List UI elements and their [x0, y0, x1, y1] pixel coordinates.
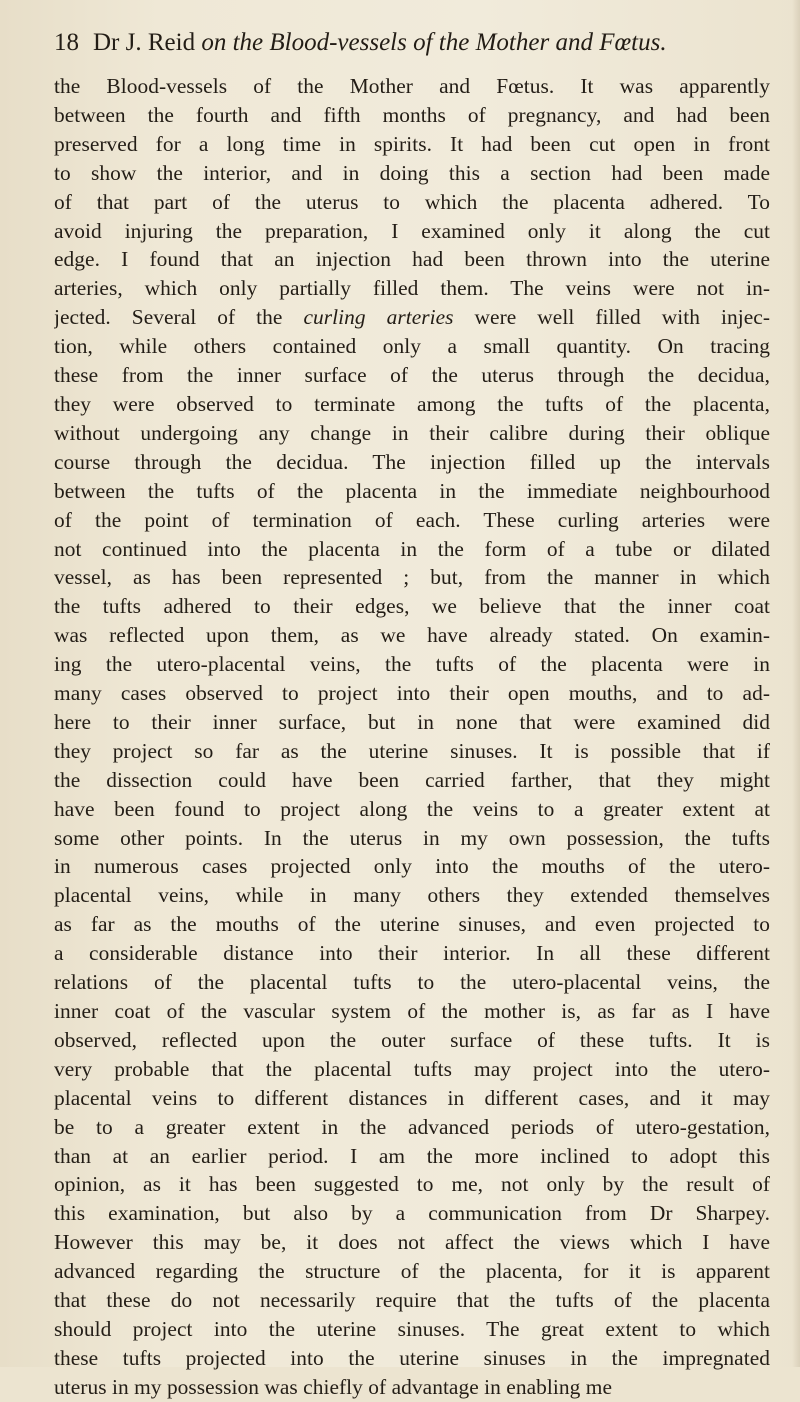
text-line: many cases observed to project into their open mouths, and to ad-	[54, 681, 770, 706]
text-line: the Blood-vessels of the Mother and Fœtus. It was apparently	[54, 74, 770, 98]
text-line: placental veins to different distances in different cases, and it may	[54, 1085, 770, 1110]
text-line: edge. I found that an injection had been thrown into the uterine	[54, 247, 770, 272]
text-line: tion, while others contained only a small quantity. On tracing	[54, 334, 770, 359]
text-line: without undergoing any change in their calibre during their oblique	[54, 420, 770, 445]
text-line: avoid injuring the preparation, I examined only it along the cut	[54, 218, 770, 243]
text-line-segment: were well filled with injec-	[453, 305, 770, 330]
head-author: Dr J. Reid	[93, 29, 196, 56]
text-line: was reflected upon them, as we have already stated. On examin-	[54, 623, 770, 648]
text-line: not continued into the placenta in the form of a tube or dilated	[54, 536, 770, 561]
head-title-3: of the	[413, 29, 470, 56]
text-line: between the tufts of the placenta in the immediate neighbourhood	[54, 478, 770, 503]
text-line: as far as the mouths of the uterine sinuses, and even projected to	[54, 912, 770, 937]
text-line: preserved for a long time in spirits. It had been cut open in front	[54, 131, 770, 156]
text-line: opinion, as it has been suggested to me, not only by the result of	[54, 1172, 770, 1197]
text-line: they were observed to terminate among the tufts of the placenta,	[54, 391, 770, 416]
text-line: to show the interior, and in doing this a section had been made	[54, 160, 770, 185]
text-line: of the point of termination of each. These curling arteries were	[54, 507, 770, 532]
italic-term: curling arteries	[303, 305, 454, 330]
text-line: the tufts adhered to their edges, we believe that the inner coat	[54, 594, 770, 619]
text-line: observed, reflected upon the outer surface of these tufts. It is	[54, 1027, 770, 1052]
text-line: these tufts projected into the uterine sinuses in the impregnated	[54, 1345, 770, 1370]
running-head	[54, 26, 770, 66]
text-line: they project so far as the uterine sinuses. It is possible that if	[54, 738, 770, 763]
text-line: arteries, which only partially filled them. The veins were not in-	[54, 276, 770, 301]
text-line: than at an earlier period. I am the more inclined to adopt this	[54, 1143, 770, 1168]
text-line: should project into the uterine sinuses. The great extent to which	[54, 1316, 770, 1341]
page-edge-shadow	[792, 0, 800, 1367]
text-line: between the fourth and fifth months of pregnancy, and had been	[54, 102, 770, 127]
text-line: very probable that the placental tufts may project into the utero-	[54, 1056, 770, 1081]
text-line: vessel, as has been represented ; but, from the manner in which	[54, 565, 770, 590]
text-line: course through the decidua. The injection filled up the intervals	[54, 449, 770, 474]
text-line: advanced regarding the structure of the placenta, for it is apparent	[54, 1259, 770, 1284]
head-title-1: on the	[201, 29, 264, 56]
head-title-6: Fœtus.	[599, 29, 667, 56]
text-line: However this may be, it does not affect the views which I have	[54, 1230, 770, 1255]
text-line: inner coat of the vascular system of the mother is, as far as I have	[54, 999, 770, 1023]
text-line: a considerable distance into their interior. In all these different	[54, 941, 770, 966]
body-text	[54, 72, 770, 1402]
text-line: have been found to project along the veins to a greater extent at	[54, 796, 770, 821]
text-line: uterus in my possession was chiefly of advantage in enabling me	[54, 1374, 612, 1399]
text-line: here to their inner surface, but in none that were examined did	[54, 709, 770, 734]
text-line	[54, 303, 770, 332]
text-line: that these do not necessarily require that the tufts of the placenta	[54, 1288, 770, 1313]
text-line: be to a greater extent in the advanced periods of utero-gestation,	[54, 1114, 770, 1139]
text-line: placental veins, while in many others they extended themselves	[54, 883, 770, 908]
text-line: relations of the placental tufts to the utero-placental veins, the	[54, 970, 770, 995]
text-line-segment: jected. Several of the	[54, 305, 304, 330]
text-line: this examination, but also by a communication from Dr Sharpey.	[54, 1201, 770, 1226]
text-line: these from the inner surface of the uterus through the decidua,	[54, 363, 770, 388]
text-line: ing the utero-placental veins, the tufts of the placenta were in	[54, 652, 770, 677]
text-line: in numerous cases projected only into the mouths of the utero-	[54, 854, 770, 879]
text-line: some other points. In the uterus in my own possession, the tufts	[54, 825, 770, 850]
head-title-5: and	[555, 29, 593, 56]
text-line: the dissection could have been carried farther, that they might	[54, 767, 770, 792]
head-title-4: Mother	[475, 29, 550, 56]
page-number: 18	[54, 29, 79, 56]
text-line: of that part of the uterus to which the placenta adhered. To	[54, 189, 770, 214]
head-title-2: Blood-vessels	[269, 29, 407, 56]
